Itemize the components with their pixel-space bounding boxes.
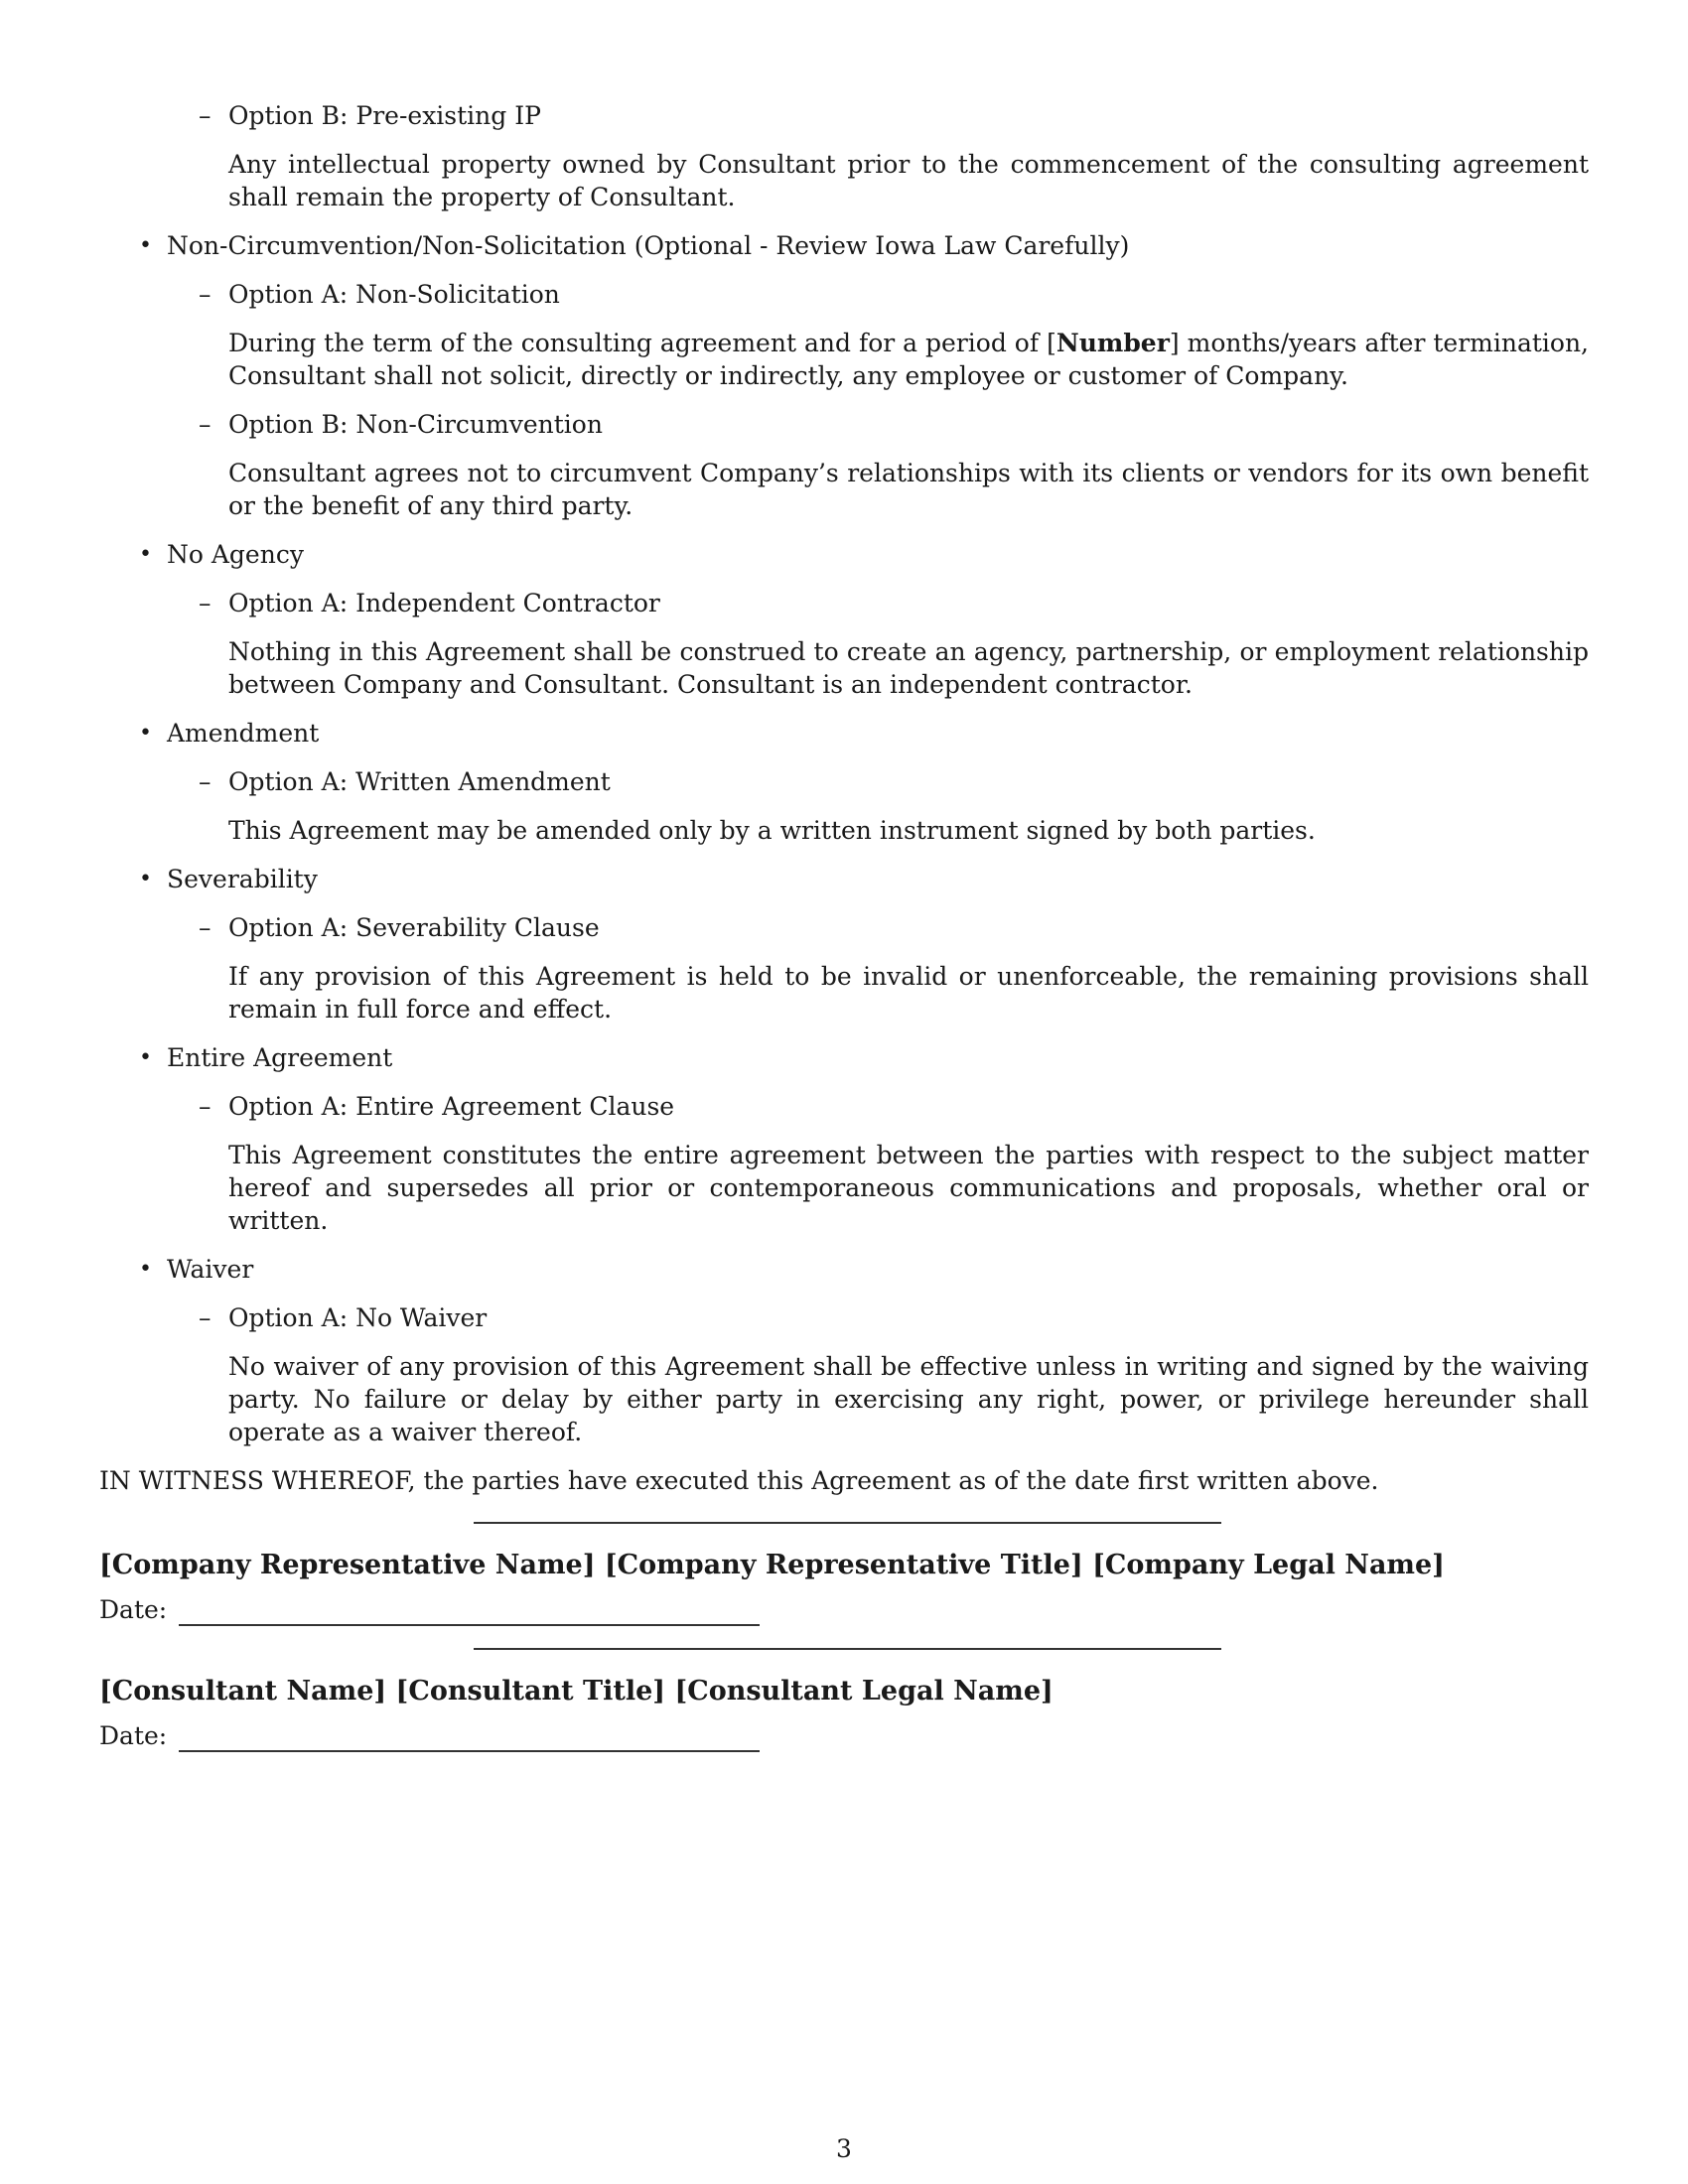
option-text-after: months/years after termination, Consultant shall not solicit, directly or indirectly, any employee or customer of Company. <box>228 329 1590 390</box>
option-label: Option A: No Waiver <box>228 1303 488 1332</box>
bullet-marker: • <box>139 1045 152 1070</box>
date-line <box>179 1598 760 1626</box>
signature-line <box>474 1522 1221 1524</box>
option-pre-existing-ip <box>199 99 1589 132</box>
section-non-circumvention <box>139 229 1589 262</box>
bullet-marker: • <box>139 233 152 258</box>
signature-block-consultant <box>99 1648 1589 1752</box>
signatory-names: [Consultant Name] [Consultant Title] [Consultant Legal Name] <box>99 1676 1054 1706</box>
option-label: Option A: Non-Solicitation <box>228 280 560 309</box>
placeholder-bracket-open: [ <box>1047 329 1056 357</box>
section-title: Severability <box>167 865 318 893</box>
dash-marker: – <box>199 1092 211 1121</box>
signature-line <box>474 1648 1221 1650</box>
date-line <box>179 1724 760 1752</box>
section-title: Waiver <box>167 1255 254 1284</box>
dash-marker: – <box>199 101 211 130</box>
bullet-marker: • <box>139 542 152 567</box>
bullet-marker: • <box>139 1257 152 1282</box>
option-non-circumvention <box>199 408 1589 441</box>
dash-marker: – <box>199 1303 211 1332</box>
dash-marker: – <box>199 767 211 796</box>
section-title: Entire Agreement <box>167 1043 393 1072</box>
option-label: Option A: Independent Contractor <box>228 589 660 617</box>
placeholder-bracket-close: ] <box>1169 329 1180 357</box>
dash-marker: – <box>199 913 211 942</box>
section-severability <box>139 863 1589 895</box>
date-row <box>99 1719 1589 1752</box>
option-no-waiver <box>199 1301 1589 1334</box>
option-text: Consultant agrees not to circumvent Company’s relationships with its clients or vendors for its own benefit or the benefit of any third party. <box>228 459 1589 520</box>
section-entire-agreement <box>139 1041 1589 1074</box>
dash-marker: – <box>199 589 211 617</box>
bullet-marker: • <box>139 867 152 891</box>
section-title: Amendment <box>167 719 320 748</box>
date-label: Date: <box>99 1721 168 1750</box>
option-text-before: During the term of the consulting agreement and for a period of <box>228 329 1048 357</box>
option-text: This Agreement constitutes the entire agreement between the parties with respect to the subject matter hereof and supersedes all prior or contemporaneous communications and proposals, whether oral or written. <box>228 1141 1589 1235</box>
option-text: If any provision of this Agreement is held to be invalid or unenforceable, the remaining provisions shall remain in full force and effect. <box>228 962 1589 1024</box>
option-label: Option B: Non-Circumvention <box>228 410 603 439</box>
placeholder-number: Number <box>1055 329 1170 357</box>
dash-marker: – <box>199 280 211 309</box>
document-content <box>99 99 1589 1752</box>
dash-marker: – <box>199 410 211 439</box>
section-no-agency <box>139 538 1589 571</box>
option-label: Option A: Written Amendment <box>228 767 611 796</box>
option-text: Nothing in this Agreement shall be construed to create an agency, partnership, or employment relationship between Company and Consultant. Consultant is an independent contractor. <box>228 637 1589 699</box>
option-label: Option A: Entire Agreement Clause <box>228 1092 675 1121</box>
option-text: Any intellectual property owned by Consultant prior to the commencement of the consulting agreement shall remain the property of Consultant. <box>228 150 1589 211</box>
witness-statement: IN WITNESS WHEREOF, the parties have executed this Agreement as of the date first written above. <box>99 1466 1379 1495</box>
option-text: This Agreement may be amended only by a written instrument signed by both parties. <box>228 816 1316 845</box>
option-label: Option B: Pre-existing IP <box>228 101 541 130</box>
page-number: 3 <box>836 2134 852 2163</box>
option-severability-clause <box>199 911 1589 944</box>
section-title: Non-Circumvention/Non-Solicitation (Optional - Review Iowa Law Carefully) <box>167 231 1130 260</box>
option-non-solicitation <box>199 278 1589 311</box>
signatory-names: [Company Representative Name] [Company Representative Title] [Company Legal Name] <box>99 1550 1445 1580</box>
signature-block-company <box>99 1522 1589 1626</box>
option-entire-agreement-clause <box>199 1090 1589 1123</box>
option-text <box>228 327 1589 392</box>
section-waiver <box>139 1253 1589 1286</box>
option-independent-contractor <box>199 587 1589 619</box>
option-text: No waiver of any provision of this Agreement shall be effective unless in writing and signed by the waiving party. No failure or delay by either party in exercising any right, power, or privilege hereunder shall operate as a waiver thereof. <box>228 1352 1589 1446</box>
option-written-amendment <box>199 765 1589 798</box>
option-label: Option A: Severability Clause <box>228 913 600 942</box>
section-title: No Agency <box>167 540 304 569</box>
section-amendment <box>139 717 1589 750</box>
bullet-marker: • <box>139 721 152 746</box>
date-label: Date: <box>99 1595 168 1624</box>
date-row <box>99 1593 1589 1626</box>
